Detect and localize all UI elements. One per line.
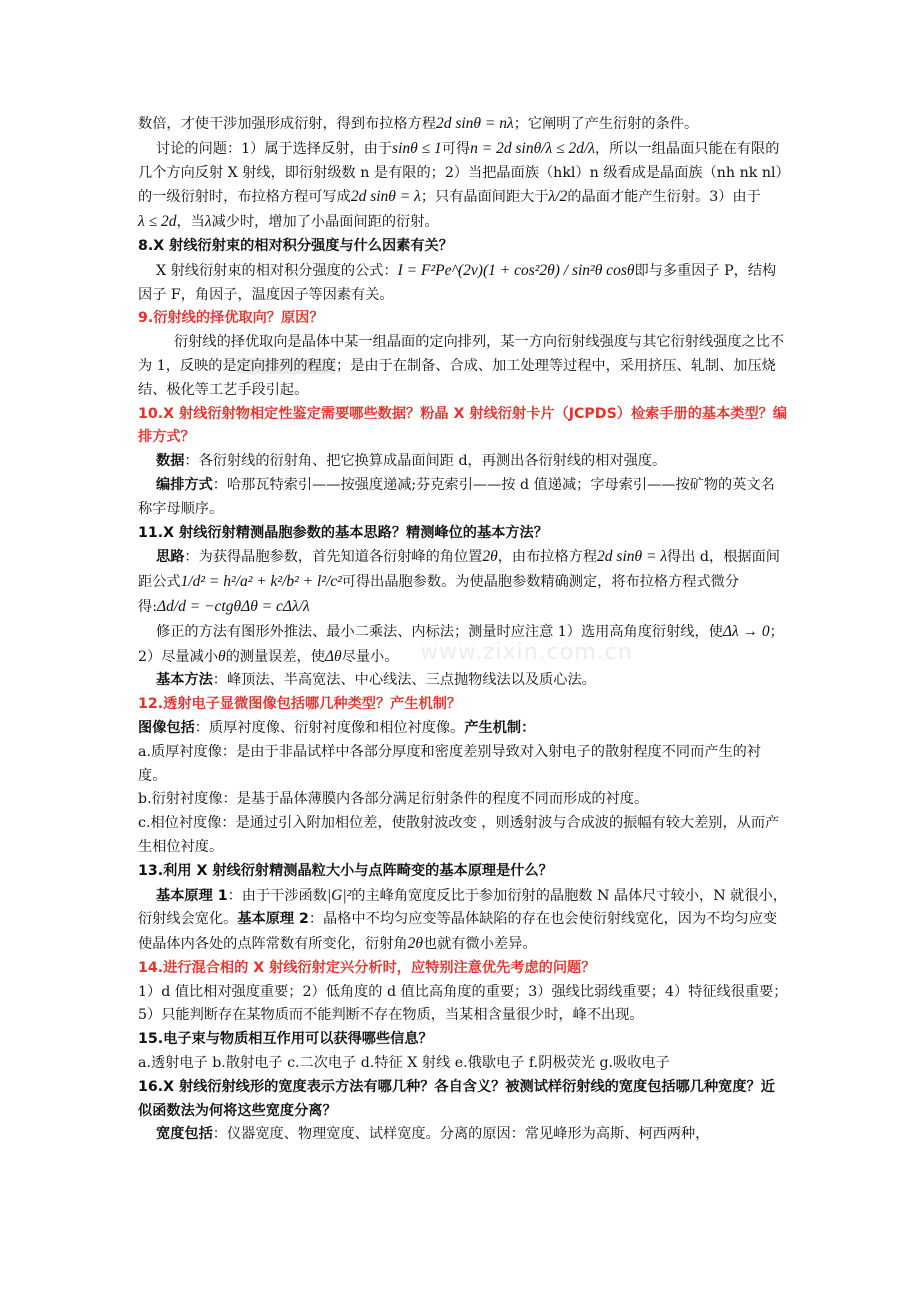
formula-dtheta: Δθ xyxy=(324,647,342,665)
text: 讨论的问题：1）属于选择反射，由于 xyxy=(156,140,393,157)
text: ：由于干涉函数 xyxy=(227,887,327,904)
text: ；是由于在制备、合成、加工处理等过程中，采用挤压、轧制、加压烧结、极化等工艺手段引起。 xyxy=(138,357,776,398)
formula-spacing: 1/d² = h²/a² + k²/b² + l²/c² xyxy=(180,573,342,591)
text: ：为获得晶胞参数，首先知道各衍射峰的角位置 xyxy=(184,549,483,566)
text: 也就有微小差异。 xyxy=(422,936,537,953)
label: 宽度包括 xyxy=(156,1126,213,1143)
answer-10-arrangement xyxy=(138,474,788,522)
formula-sin-le-1: sinθ ≤ 1 xyxy=(392,139,442,157)
text: 可得 xyxy=(441,140,471,157)
text: ；它阐明了产生衍射的条件。 xyxy=(513,116,699,132)
text: ：是通过引入附加相位差，使散射波改变 ，则透射波与合成波的振幅有较大差别，从而产生相位衬度。 xyxy=(138,815,780,855)
formula-bragg: 2d sinθ = λ xyxy=(597,548,668,566)
answer-10-data xyxy=(138,450,788,474)
text: ：峰顶法、半高宽法、中心线法、三点抛物线法以及质心法。 xyxy=(212,672,596,689)
answer-16 xyxy=(138,1123,788,1147)
formula-intensity: I = F²Pe^(2v)(1 + cos²2θ) / sin²θ cosθ xyxy=(397,261,635,279)
text: ，当 xyxy=(176,214,205,231)
text: ，所以一组晶面只能在有限的几个方向反射 X 射线，即衍射级数 n 是有限的；2）当把晶面族（hkl）n 级看成是晶面族（nh nk nl）的一级衍射时，布拉格方程可写成 xyxy=(138,140,783,206)
text: 可得出晶胞参数。为使晶胞参数精确测定，将布拉格方程式微分得: xyxy=(138,574,740,615)
text: 数倍，才使干涉加强形成衍射，得到布拉格方程 xyxy=(138,116,436,132)
label: 数据 xyxy=(156,453,185,470)
formula-half-lambda: λ/2 xyxy=(548,188,568,206)
formula-interference: |G|² xyxy=(326,886,352,904)
text: 的测量误差，使 xyxy=(225,648,325,665)
answer-12-c xyxy=(138,812,788,860)
answer-12-types xyxy=(138,717,788,741)
answer-15: a.透射电子 b.散射电子 c.二次电子 d.特征 X 射线 e.俄歇电子 f.阴极荧光 g.吸收电子 xyxy=(138,1055,670,1072)
text: 得出 d，根据面间距公式 xyxy=(138,549,780,591)
text: X 射线衍射束的相对积分强度的公式： xyxy=(156,262,398,279)
answer-14: 1）d 值比相对强度重要；2）低角度的 d 值比高角度的重要；3）强线比弱线重要；4）特征线很重要；5）只能判断存在某物质而不能判断不存在物质，当某相含量很少时，峰不出现。 xyxy=(138,983,788,1024)
question-12: 12.透射电子显微图像包括哪几种类型？产生机制？ xyxy=(138,696,462,713)
answer-8 xyxy=(138,259,788,308)
answer-11-methods xyxy=(138,669,788,693)
text: ：质厚衬度像、衍射衬度像和相位衬度像。 xyxy=(194,719,465,736)
text: 修正的方法有图形外推法、最小二乘法、内标法；测量时应注意 1）选用高角度衍射线，使 xyxy=(156,623,723,640)
paragraph-bragg-intro xyxy=(138,112,788,137)
highlighted-text: 定向排列的程度 xyxy=(236,357,336,374)
document-page xyxy=(138,112,788,1147)
text: ，由布拉格方程 xyxy=(497,549,598,566)
label: 产生机制： xyxy=(464,719,536,736)
text: ：是由于非晶试样中各部分厚度和密度差别导致对入射电子的散射程度不同而产生的衬度。 xyxy=(138,743,762,784)
question-13: 13.利用 X 射线衍射精测晶粒大小与点阵畸变的基本原理是什么？ xyxy=(138,862,553,879)
question-15: 15.电子束与物质相互作用可以获得哪些信息？ xyxy=(138,1031,433,1048)
answer-9 xyxy=(138,331,788,402)
text: 衍射线的择优取向是晶体中某一组晶面的定向排列，某一方向衍射线强度与其它衍射线强度之比不为 1，反映的是 xyxy=(138,334,785,374)
formula-differential: Δd/d = −ctgθΔθ = cΔλ/λ xyxy=(156,597,310,615)
label: 编排方式 xyxy=(156,476,213,493)
formula-2theta: 2θ xyxy=(407,935,423,953)
formula-bragg-first-order: 2d sinθ = λ xyxy=(350,188,421,206)
text: 即与多重因子 P，结构因子 F，角因子，温度因子等因素有关。 xyxy=(138,262,777,303)
text: 减少时，增加了小晶面间距的衍射。 xyxy=(211,214,439,231)
formula-dlambda: Δλ → 0 xyxy=(722,622,770,640)
label: a.质厚衬度像 xyxy=(138,743,222,760)
question-16: 16.X 射线衍射线形的宽度表示方法有哪几种？各自含义？被测试样衍射线的宽度包括哪几种宽度？近似函数法为何将这些宽度分离？ xyxy=(138,1078,775,1119)
question-9: 9.衍射线的择优取向？原因？ xyxy=(138,310,324,327)
text: 尽量小。 xyxy=(341,648,399,665)
label: c.相位衬度像 xyxy=(138,815,222,832)
watermark: www.zixin.com.cn xyxy=(420,640,633,665)
text: ：仪器宽度、物理宽度、试样宽度。分离的原因：常见峰形为高斯、柯西两种， xyxy=(212,1126,710,1143)
text: ；只有晶面间距大于 xyxy=(420,189,549,206)
label: 图像包括 xyxy=(138,719,195,736)
label: b.衍射衬度像 xyxy=(138,791,223,808)
label: 基本原理 1 xyxy=(156,887,228,904)
text: ：哈那瓦特索引——按强度递减;芬克索引——按 d 值递减；字母索引——按矿物的英文名称字母顺序。 xyxy=(138,476,775,517)
answer-11-correction xyxy=(138,620,788,670)
formula-theta: θ xyxy=(217,647,226,665)
formula-n-limit: n = 2d sinθ/λ ≤ 2d/λ xyxy=(470,139,595,157)
text: ：是基于晶体薄膜内各部分满足衍射条件的程度不同而形成的衬度。 xyxy=(222,791,649,808)
formula-lambda-le-2d: λ ≤ 2d xyxy=(138,213,177,231)
text: 的晶面才能产生衍射。3）由于 xyxy=(567,189,761,206)
formula-bragg: 2d sinθ = nλ xyxy=(435,115,514,132)
formula-2theta: 2θ xyxy=(482,548,498,566)
text: ：各衍射线的衍射角、把它换算成晶面间距 d，再测出各衍射线的相对强度。 xyxy=(184,453,667,470)
answer-11-approach xyxy=(138,545,788,619)
question-10: 10.X 射线衍射物相定性鉴定需要哪些数据？粉晶 X 射线衍射卡片（JCPDS）检索手册的基本类型？编排方式？ xyxy=(138,405,788,446)
answer-13 xyxy=(138,884,788,957)
question-14: 14.进行混合相的 X 射线衍射定兴分析时，应特别注意优先考虑的问题？ xyxy=(138,959,596,976)
text: ；2）尽量减小 xyxy=(138,623,784,665)
label: 基本原理 2 xyxy=(237,911,309,928)
question-8: 8.X 射线衍射束的相对积分强度与什么因素有关？ xyxy=(138,237,453,254)
formula-lambda: λ xyxy=(204,213,212,231)
label: 基本方法 xyxy=(156,672,213,689)
question-11: 11.X 射线衍射精测晶胞参数的基本思路？精测峰位的基本方法？ xyxy=(138,524,548,541)
answer-12-a xyxy=(138,741,788,789)
label: 思路 xyxy=(156,549,185,566)
text: ：晶格中不均匀应变等晶体缺陷的存在也会使衍射线宽化，因为不均匀应变使晶体内各处的点阵常数有所变化，衍射角 xyxy=(138,911,778,953)
text: 的主峰角宽度反比于参加衍射的晶胞数 N 晶体尺寸较小，N 就很小，衍射线会宽化。 xyxy=(138,887,787,928)
answer-12-b xyxy=(138,788,788,812)
paragraph-discussion xyxy=(138,137,788,235)
